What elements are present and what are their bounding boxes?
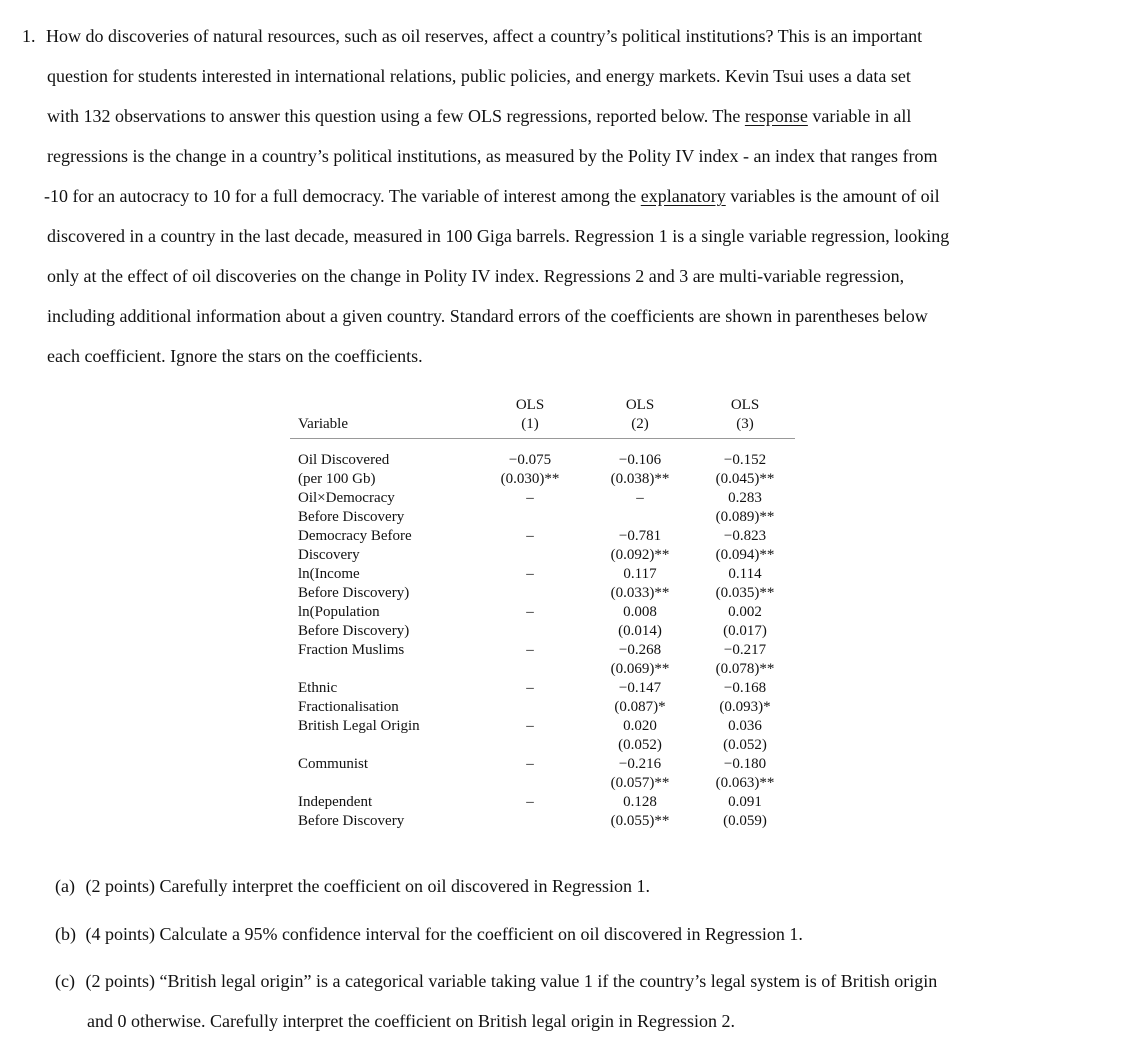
variable-cell: (per 100 Gb) <box>298 471 376 487</box>
model-2-cell: – <box>636 490 644 506</box>
table-row <box>290 603 795 622</box>
model-2-cell: −0.781 <box>618 528 662 544</box>
model-1-cell <box>475 774 585 793</box>
model-3-cell: (0.035)** <box>715 585 775 601</box>
model-3-cell: 0.091 <box>728 794 762 810</box>
variable-cell: Fraction Muslims <box>298 642 405 658</box>
table-row <box>290 565 795 584</box>
model-3-cell: (0.093)* <box>719 699 771 715</box>
model-2-cell <box>585 508 695 527</box>
model-1-cell <box>475 622 585 641</box>
variable-cell: Discovery <box>298 547 360 563</box>
explanatory-term: explanatory <box>640 186 726 206</box>
table-row <box>290 717 795 736</box>
table-row <box>290 489 795 508</box>
model-3-cell: 0.036 <box>728 718 762 734</box>
regression-table <box>290 396 795 831</box>
model-3-cell: −0.152 <box>723 452 767 468</box>
model-3-cell: −0.823 <box>723 528 767 544</box>
model-1-cell: – <box>526 794 534 810</box>
model-3-cell: −0.180 <box>723 756 767 772</box>
variable-cell: Fractionalisation <box>298 699 399 715</box>
variable-cell: Ethnic <box>298 680 338 696</box>
variable-cell: Before Discovery) <box>298 585 410 601</box>
table-row <box>290 470 795 489</box>
model-3-cell: 0.002 <box>728 604 762 620</box>
intro-line-3: with 132 observations to answer this question using a few OLS regressions, reported below. The response variable in all <box>47 106 912 126</box>
table-row <box>290 793 795 812</box>
variable-cell <box>290 660 475 679</box>
model-1-cell: −0.075 <box>508 452 552 468</box>
variable-cell: Before Discovery <box>298 813 405 829</box>
intro-line-1: 1. How do discoveries of natural resources, such as oil reserves, affect a country’s political institutions? This is an important <box>22 26 923 46</box>
model-3-cell: −0.168 <box>723 680 767 696</box>
variable-cell <box>290 774 475 793</box>
table-row <box>290 641 795 660</box>
model-3-cell: 0.283 <box>728 490 762 506</box>
variable-cell: Oil×Democracy <box>298 490 395 506</box>
model-1-cell: – <box>526 680 534 696</box>
table-row <box>290 679 795 698</box>
model-1-cell: – <box>526 718 534 734</box>
model-1-cell <box>475 698 585 717</box>
variable-cell: Before Discovery) <box>298 623 410 639</box>
variable-header: Variable <box>290 415 475 439</box>
model-2-cell: −0.106 <box>618 452 662 468</box>
model-2-cell: (0.038)** <box>610 471 670 487</box>
intro-line-6: discovered in a country in the last decade, measured in 100 Giga barrels. Regression 1 is a single variable regression, looking <box>47 226 950 246</box>
response-term: response <box>744 106 808 126</box>
table-row <box>290 774 795 793</box>
variable-cell: Communist <box>298 756 369 772</box>
model-3-cell: (0.059) <box>723 813 767 829</box>
model-1-cell <box>475 812 585 831</box>
model-2-cell: (0.057)** <box>610 775 670 791</box>
question-a: (a) (2 points) Carefully interpret the coefficient on oil discovered in Regression 1. <box>55 876 651 896</box>
model-1-cell: – <box>526 566 534 582</box>
model-3-cell: −0.217 <box>723 642 767 658</box>
model-1-cell: – <box>526 604 534 620</box>
model-3-cell: 0.114 <box>728 566 762 582</box>
table-row <box>290 660 795 679</box>
variable-cell: Oil Discovered <box>298 452 390 468</box>
model-2-cell: (0.069)** <box>610 661 670 677</box>
variable-cell: Before Discovery <box>298 509 405 525</box>
model-2-cell: (0.055)** <box>610 813 670 829</box>
intro-line-5: -10 for an autocracy to 10 for a full democracy. The variable of interest among the explanatory variables is the amount of oil <box>44 186 940 206</box>
model-1-cell <box>475 660 585 679</box>
model-3-cell: (0.063)** <box>715 775 775 791</box>
variable-cell: Independent <box>298 794 373 810</box>
model-3-cell: (0.078)** <box>715 661 775 677</box>
table-row <box>290 584 795 603</box>
table-row <box>290 508 795 527</box>
intro-line-7: only at the effect of oil discoveries on the change in Polity IV index. Regressions 2 and 3 are multi-variable regression, <box>47 266 905 286</box>
variable-cell <box>290 736 475 755</box>
model-1-cell <box>475 508 585 527</box>
model-3-cell: (0.094)** <box>715 547 775 563</box>
model-1-cell: – <box>526 756 534 772</box>
table-row <box>290 527 795 546</box>
question-c-continued: and 0 otherwise. Carefully interpret the coefficient on British legal origin in Regression 2. <box>87 1011 735 1031</box>
variable-cell: Democracy Before <box>298 528 412 544</box>
model-2-cell: (0.052) <box>618 737 662 753</box>
variable-cell: ln(Population <box>298 604 380 620</box>
model-1-cell <box>475 546 585 565</box>
model-3-cell: (0.089)** <box>715 509 775 525</box>
model-3-number: (3) <box>695 415 795 439</box>
table-row <box>290 736 795 755</box>
model-1-cell: – <box>526 642 534 658</box>
table-row <box>290 439 795 471</box>
table-row <box>290 698 795 717</box>
variable-cell: ln(Income <box>298 566 360 582</box>
model-1-cell <box>475 584 585 603</box>
table-row <box>290 812 795 831</box>
model-2-method: OLS <box>625 397 655 413</box>
model-2-cell: −0.147 <box>618 680 662 696</box>
table-row <box>290 755 795 774</box>
model-2-cell: (0.033)** <box>610 585 670 601</box>
model-3-method: OLS <box>730 397 760 413</box>
table-row <box>290 546 795 565</box>
model-3-cell: (0.045)** <box>715 471 775 487</box>
intro-line-9: each coefficient. Ignore the stars on the coefficients. <box>47 346 423 366</box>
model-2-cell: −0.216 <box>618 756 662 772</box>
question-c: (c) (2 points) “British legal origin” is a categorical variable taking value 1 if the country’s legal system is of British origin <box>55 971 938 991</box>
model-1-cell: – <box>526 528 534 544</box>
model-2-cell: (0.087)* <box>614 699 666 715</box>
model-3-cell: (0.017) <box>723 623 767 639</box>
intro-line-2: question for students interested in international relations, public policies, and energy markets. Kevin Tsui uses a data set <box>47 66 911 86</box>
model-2-cell: 0.128 <box>623 794 657 810</box>
model-1-cell: – <box>526 490 534 506</box>
model-2-cell: 0.117 <box>623 566 657 582</box>
model-2-cell: (0.014) <box>618 623 662 639</box>
model-2-cell: (0.092)** <box>610 547 670 563</box>
problem-number: 1. <box>22 26 36 46</box>
table-row <box>290 622 795 641</box>
intro-line-8: including additional information about a given country. Standard errors of the coefficients are shown in parentheses below <box>47 306 928 326</box>
model-1-method: OLS <box>515 397 545 413</box>
model-2-cell: −0.268 <box>618 642 662 658</box>
model-1-cell <box>475 736 585 755</box>
variable-cell: British Legal Origin <box>298 718 420 734</box>
model-3-cell: (0.052) <box>723 737 767 753</box>
intro-line-4: regressions is the change in a country’s political institutions, as measured by the Polity IV index - an index that ranges from <box>47 146 938 166</box>
model-1-cell: (0.030)** <box>500 471 560 487</box>
model-2-cell: 0.008 <box>623 604 657 620</box>
model-1-number: (1) <box>475 415 585 439</box>
question-b: (b) (4 points) Calculate a 95% confidence interval for the coefficient on oil discovered in Regression 1. <box>55 924 803 944</box>
model-2-cell: 0.020 <box>623 718 657 734</box>
model-2-number: (2) <box>585 415 695 439</box>
